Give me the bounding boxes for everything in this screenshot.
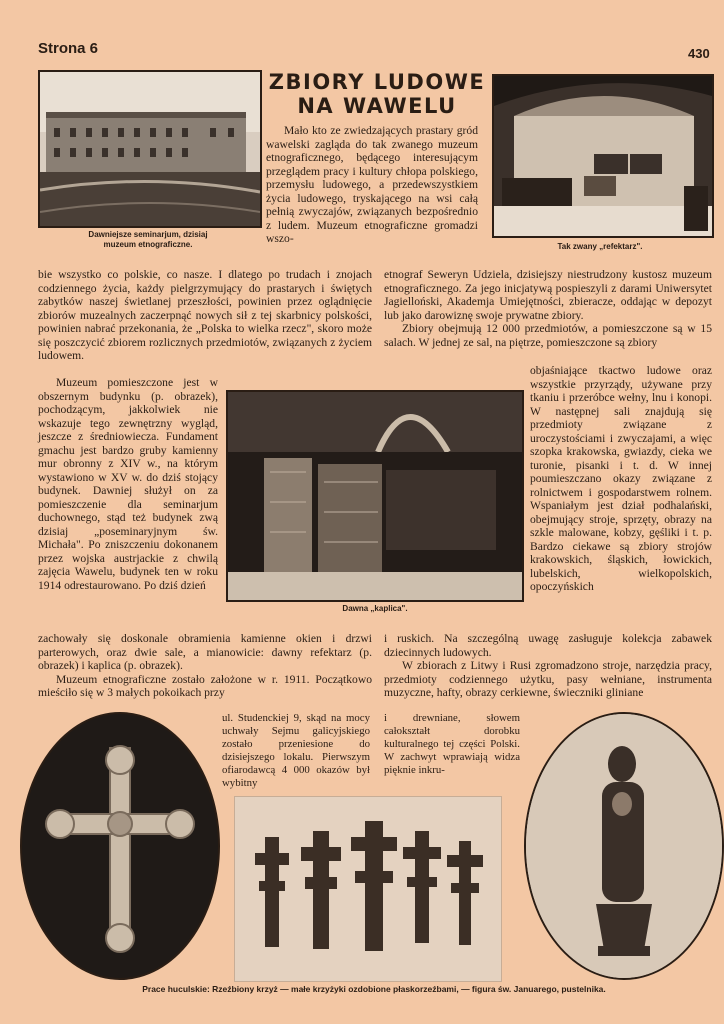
chapel-caption: Dawna „kaplica". xyxy=(342,604,408,613)
center-short-paragraph xyxy=(222,712,370,790)
left-wide-text-2: zachowały się doskonale obramienia kamienne okien i drzwi parterowych, oraz dwie sale, a mianowicie: dawny refektarz (p. obrazek) i kaplica (p. obrazek). xyxy=(38,632,372,672)
refectory-image xyxy=(494,76,712,236)
intro-text: Mało kto ze zwiedzających prastary gród wawelski zagląda do tak zwanego muzeum etnograficznego, będącego interesującym przeglądem pracy i kultury chłopa polskiego, przemysłu ludowego, a przedewszystkiem życia ludowego, tryskającego na wsi całą pełnią zwyczajów, związanych bezpośrednio z ludem. Muzeum etnograficzne gromadzi wszo- xyxy=(266,124,478,245)
left-wide-paragraph-2 xyxy=(38,632,372,700)
seminary-photo xyxy=(38,70,262,228)
article-title: ZBIORY LUDOWE NA WAWELU xyxy=(268,70,486,118)
seminary-caption: Dawniejsze seminarjum, dzisiaj muzeum etnograficzne. xyxy=(88,230,208,249)
issue-page-number: 430 xyxy=(688,46,710,61)
small-crosses-image xyxy=(235,797,501,981)
chapel-photo xyxy=(226,390,524,602)
right-short-text: i drewniane, słowem całokształt dorobku kulturalnego tej części Polski. W zachwyt wprawiają widza pięknie inkru- xyxy=(384,712,520,776)
right-wide-paragraph-3 xyxy=(384,632,712,700)
right-wide-text: etnograf Seweryn Udziela, dzisiejszy niestrudzony kustosz muzeum etnograficznego. Za jego inicjatywą pospieszyli z darami Uniwersytet Jagielloński, Akademja Umiejętności, zbieracze, oddając w depozyt lub jako darowiznę swoje prywatne zbiory. xyxy=(384,268,712,322)
left-wide-text: bie wszystko co polskie, co nasze. I dlatego po trudach i znojach codziennego życia, każdy pielgrzymujący do prastarych i świętych zabytków naszej świetlanej przeszłości, powinien przez oglądnięcie zbiorów muzealnych zaczerpnąć nowych sił z tej skarbnicy polskości, powinien nabrać przekonania, że „Polska to wielka rzecz", skoro może się poszczycić zbiorem rozlicznych przedmiotów, związanych z życiem ludowem. xyxy=(38,268,372,362)
carved-cross-photo xyxy=(20,712,220,980)
seminary-building-image xyxy=(40,72,260,226)
right-wide-text-4: W zbiorach z Litwy i Rusi zgromadzono stroje, narzędzia pracy, przedmioty codziennego użytku, pasy wełniane, instrumenta muzyczne, hafty, obrazy cerkiewne, świeczniki gliniane xyxy=(384,659,712,699)
right-wide-text-2: Zbiory obejmują 12 000 przedmiotów, a pomieszczone są w 15 salach. W jednej ze sal, na piętrze, pomieszczone są zbiory xyxy=(384,322,712,349)
center-short-text: ul. Studenckiej 9, skąd na mocy uchwały Sejmu galicyjskiego zostało przeniesione do dzisiejszego lokalu. Pierwszym ofiarodawcą 4 000 okazów był wybitny xyxy=(222,712,370,789)
left-narrow-paragraph xyxy=(38,376,218,592)
left-wide-text-3: Muzeum etnograficzne zostało założone w r. 1911. Początkowo mieściło się w 3 małych pokoikach przy xyxy=(38,672,372,699)
saint-figure-image xyxy=(526,714,722,978)
right-narrow-paragraph xyxy=(530,364,712,594)
intro-paragraph xyxy=(266,124,478,246)
chapel-image xyxy=(228,392,522,600)
right-wide-paragraph xyxy=(384,268,712,349)
left-narrow-text: Muzeum pomieszczone jest w obszernym budynku (p. obrazek), pochodzącym, jakkolwiek nie wskazuje tego zewnętrzny wygląd, jeszcze z średniowiecza. Fundament gmachu jest bardzo gruby kamienny mur obronny z XIV w., na którym wystawiono w XV w. do dziś stojący budynek. Dawniej służył on za pomieszczenie dla seminarjum duchownego, stąd też budynek zwą dzisiaj „poseminaryjnym św. Michała". Po zniszczeniu dokonanem przez wojska austrjackie z chwilą zajęcia Wawelu, budynek ten w roku 1914 odrestaurowano. Po dziś dzień xyxy=(38,376,218,592)
refectory-caption: Tak zwany „refektarz". xyxy=(557,242,643,251)
page-number-label: Strona 6 xyxy=(38,40,99,57)
saint-figure-photo xyxy=(524,712,724,980)
left-wide-paragraph xyxy=(38,268,372,363)
right-wide-text-3: i ruskich. Na szczególną uwagę zasługuje kolekcja zabawek dziecinnych ludowych. xyxy=(384,632,712,659)
refectory-photo xyxy=(492,74,714,238)
bottom-caption: Prace huculskie: Rzeźbiony krzyż — małe krzyżyki ozdobione płaskorzeźbami, — figura św. Januarego, pustelnika. xyxy=(142,984,606,994)
right-short-paragraph xyxy=(384,712,520,777)
right-narrow-text: objaśniające tkactwo ludowe oraz wszystkie przyrządy, używane przy tkaniu i przeróbce wełny, lnu i konopi. W następnej sali znajdują się przedmioty związane z uroczystościami i zwyczajami, a więc szopka krakowska, gwiazdy, cieka we turonie, pisanki i t. d. W innej poumieszczano okazy związane z rolnictwem i gospodarstwem rolnem. Wspaniałym jest dział podhalański, obejmujący stroje, sprzęty, obrazy na szkle malowane, kobzy, gęśliki i t. p. Bardzo ciekawe są zbiory strojów krakowskich, śląskich, łowickich, lubelskich, wielkopolskich, opoczyńskich xyxy=(530,364,712,593)
carved-cross-image xyxy=(22,714,218,978)
small-crosses-photo xyxy=(234,796,502,982)
